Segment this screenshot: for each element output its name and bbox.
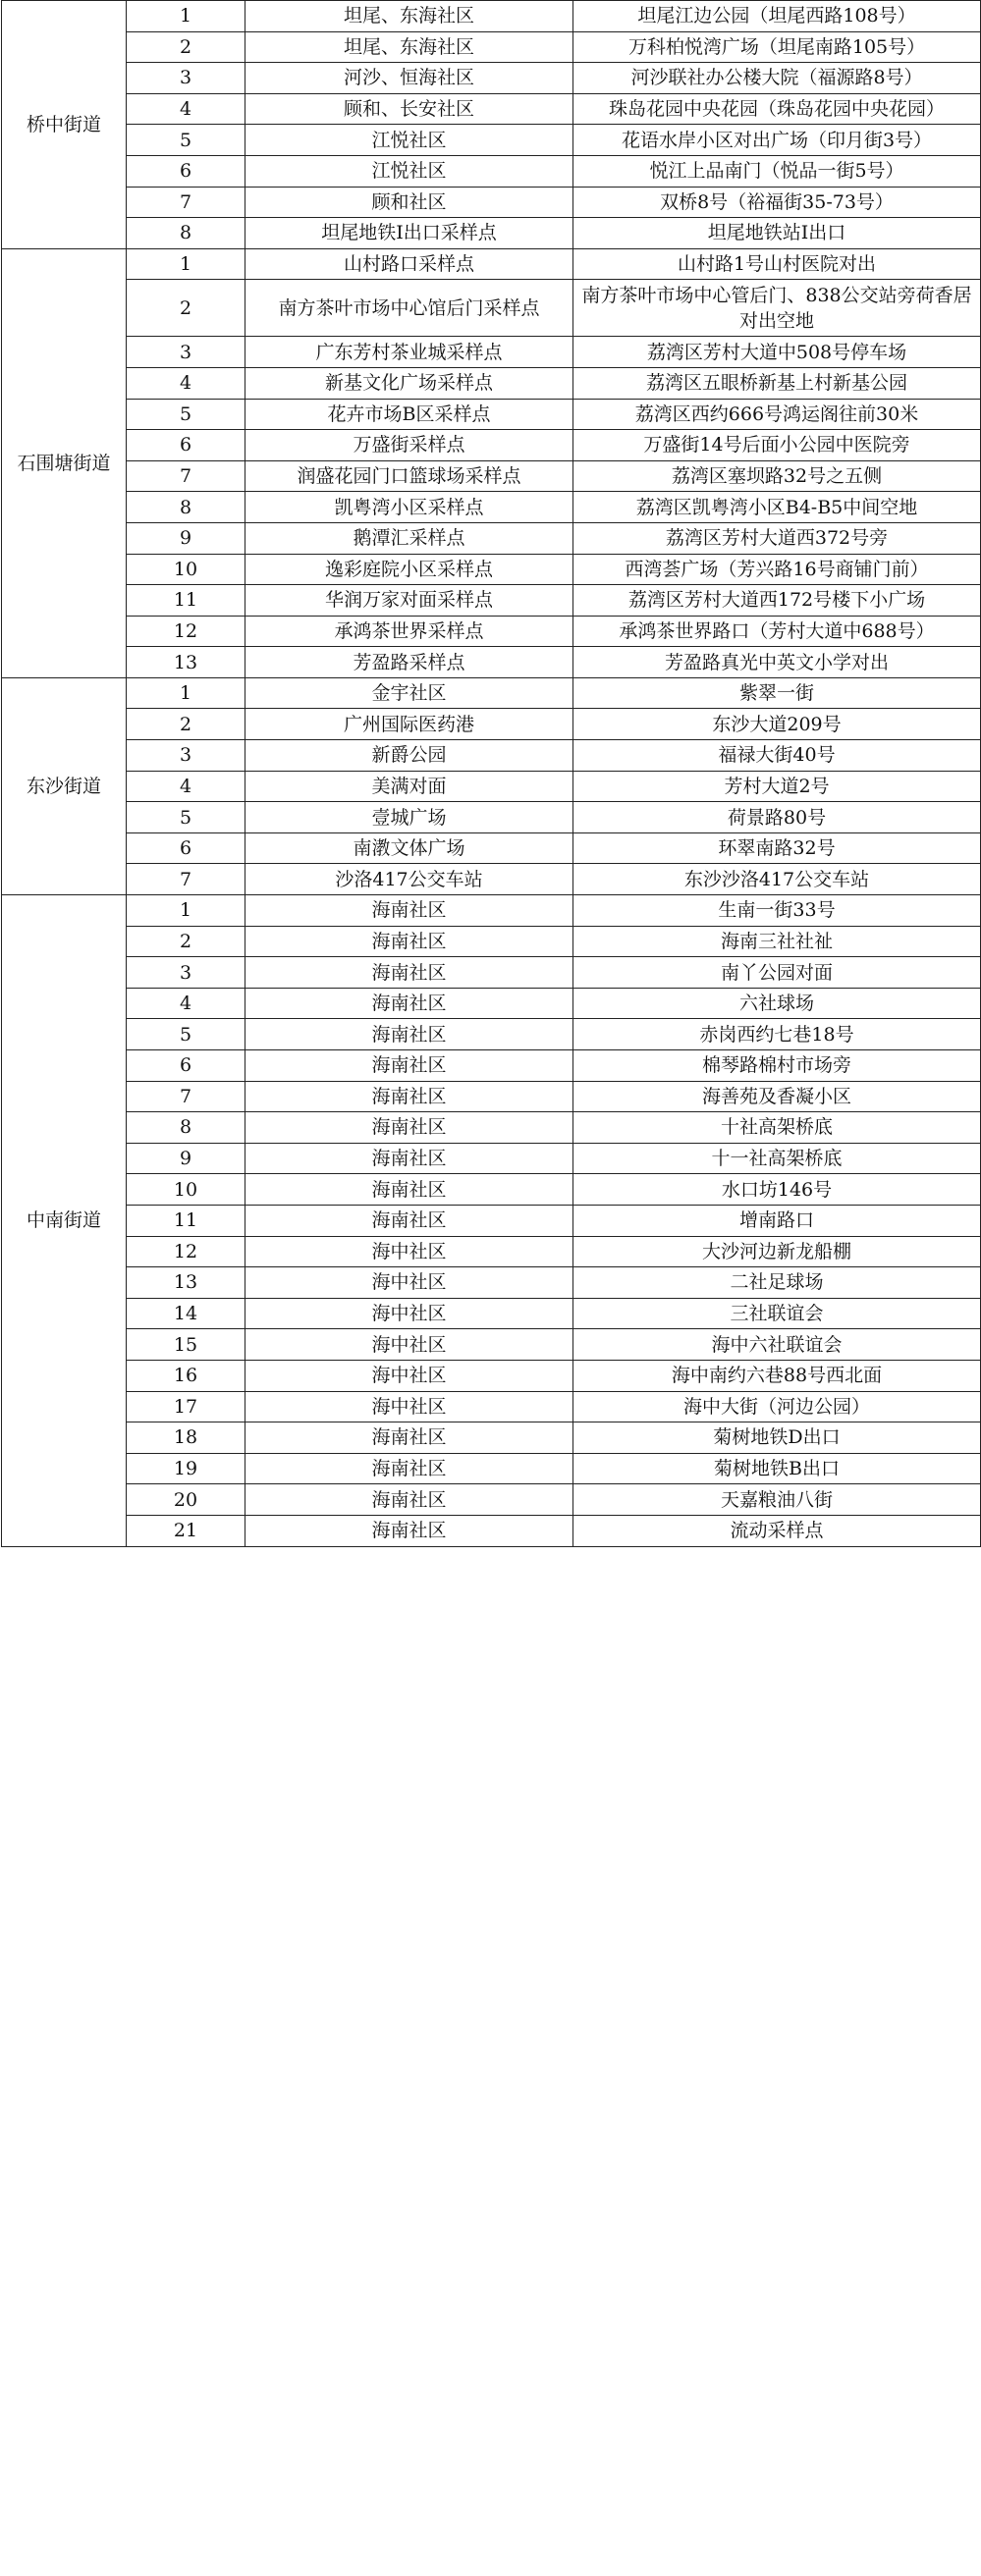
community-cell: 凯粤湾小区采样点 <box>245 492 573 523</box>
table-row <box>2 1391 981 1422</box>
table-row <box>2 1453 981 1484</box>
table-row <box>2 125 981 156</box>
community-cell: 海南社区 <box>245 926 573 957</box>
row-number-cell: 2 <box>127 31 245 63</box>
community-cell: 坦尾地铁I出口采样点 <box>245 218 573 249</box>
site-cell: 棉琴路棉村市场旁 <box>573 1050 981 1082</box>
table-row <box>2 93 981 125</box>
site-cell: 万盛街14号后面小公园中医院旁 <box>573 430 981 461</box>
row-number-cell: 7 <box>127 460 245 492</box>
community-cell: 坦尾、东海社区 <box>245 1 573 32</box>
row-number-cell: 3 <box>127 740 245 772</box>
row-number-cell: 19 <box>127 1453 245 1484</box>
site-cell: 珠岛花园中央花园（珠岛花园中央花园） <box>573 93 981 125</box>
community-cell: 承鸿茶世界采样点 <box>245 616 573 647</box>
site-cell: 菊树地铁B出口 <box>573 1453 981 1484</box>
table-row <box>2 337 981 368</box>
community-cell: 海南社区 <box>245 1081 573 1112</box>
table-row <box>2 709 981 740</box>
row-number-cell: 7 <box>127 1081 245 1112</box>
community-cell: 海南社区 <box>245 1019 573 1050</box>
site-cell: 二社足球场 <box>573 1267 981 1299</box>
row-number-cell: 12 <box>127 1236 245 1267</box>
community-cell: 海南社区 <box>245 988 573 1019</box>
community-cell: 海南社区 <box>245 1484 573 1516</box>
row-number-cell: 5 <box>127 802 245 833</box>
table-row <box>2 585 981 617</box>
table-row <box>2 1515 981 1546</box>
community-cell: 海中社区 <box>245 1391 573 1422</box>
street-name-cell: 桥中街道 <box>2 1 127 249</box>
community-cell: 逸彩庭院小区采样点 <box>245 554 573 585</box>
community-cell: 芳盈路采样点 <box>245 647 573 678</box>
site-cell: 东沙大道209号 <box>573 709 981 740</box>
table-row <box>2 1050 981 1082</box>
row-number-cell: 9 <box>127 1143 245 1174</box>
table-row <box>2 802 981 833</box>
table-row <box>2 957 981 989</box>
row-number-cell: 14 <box>127 1298 245 1329</box>
site-cell: 河沙联社办公楼大院（福源路8号） <box>573 63 981 94</box>
site-cell: 增南路口 <box>573 1205 981 1236</box>
table-row <box>2 554 981 585</box>
table-row <box>2 1019 981 1050</box>
table-row <box>2 1360 981 1391</box>
community-cell: 海中社区 <box>245 1298 573 1329</box>
table-row <box>2 367 981 399</box>
row-number-cell: 15 <box>127 1329 245 1361</box>
site-cell: 东沙沙洛417公交车站 <box>573 864 981 895</box>
table-row <box>2 771 981 802</box>
community-cell: 海中社区 <box>245 1267 573 1299</box>
table-row <box>2 248 981 280</box>
table-row <box>2 1422 981 1454</box>
site-cell: 山村路1号山村医院对出 <box>573 248 981 280</box>
community-cell: 壹城广场 <box>245 802 573 833</box>
row-number-cell: 3 <box>127 957 245 989</box>
community-cell: 润盛花园门口篮球场采样点 <box>245 460 573 492</box>
site-cell: 西湾荟广场（芳兴路16号商铺门前） <box>573 554 981 585</box>
row-number-cell: 18 <box>127 1422 245 1454</box>
table-row <box>2 63 981 94</box>
table-row <box>2 864 981 895</box>
row-number-cell: 17 <box>127 1391 245 1422</box>
community-cell: 沙洛417公交车站 <box>245 864 573 895</box>
street-name-cell: 中南街道 <box>2 895 127 1546</box>
table-row <box>2 740 981 772</box>
row-number-cell: 6 <box>127 1050 245 1082</box>
table-row <box>2 1298 981 1329</box>
row-number-cell: 2 <box>127 926 245 957</box>
row-number-cell: 9 <box>127 522 245 554</box>
community-cell: 海中社区 <box>245 1329 573 1361</box>
table-row <box>2 1236 981 1267</box>
row-number-cell: 1 <box>127 677 245 709</box>
community-cell: 顾和社区 <box>245 187 573 218</box>
community-cell: 花卉市场B区采样点 <box>245 399 573 430</box>
site-cell: 天嘉粮油八街 <box>573 1484 981 1516</box>
site-cell: 紫翠一街 <box>573 677 981 709</box>
row-number-cell: 1 <box>127 248 245 280</box>
community-cell: 鹅潭汇采样点 <box>245 522 573 554</box>
table-row <box>2 522 981 554</box>
site-cell: 十一社高架桥底 <box>573 1143 981 1174</box>
row-number-cell: 11 <box>127 1205 245 1236</box>
site-cell: 六社球场 <box>573 988 981 1019</box>
table-row <box>2 988 981 1019</box>
community-cell: 山村路口采样点 <box>245 248 573 280</box>
table-row <box>2 647 981 678</box>
site-cell: 坦尾江边公园（坦尾西路108号） <box>573 1 981 32</box>
table-row <box>2 895 981 927</box>
row-number-cell: 1 <box>127 1 245 32</box>
table-body <box>2 1 981 1547</box>
site-cell: 南方茶叶市场中心管后门、838公交站旁荷香居对出空地 <box>573 280 981 337</box>
table-row <box>2 460 981 492</box>
row-number-cell: 3 <box>127 63 245 94</box>
row-number-cell: 8 <box>127 218 245 249</box>
community-cell: 坦尾、东海社区 <box>245 31 573 63</box>
community-cell: 万盛街采样点 <box>245 430 573 461</box>
row-number-cell: 8 <box>127 492 245 523</box>
community-cell: 河沙、恒海社区 <box>245 63 573 94</box>
row-number-cell: 13 <box>127 1267 245 1299</box>
row-number-cell: 16 <box>127 1360 245 1391</box>
row-number-cell: 13 <box>127 647 245 678</box>
row-number-cell: 10 <box>127 1174 245 1206</box>
row-number-cell: 2 <box>127 280 245 337</box>
site-cell: 生南一街33号 <box>573 895 981 927</box>
row-number-cell: 4 <box>127 93 245 125</box>
row-number-cell: 1 <box>127 895 245 927</box>
site-cell: 福禄大街40号 <box>573 740 981 772</box>
table-row <box>2 1267 981 1299</box>
community-cell: 南漖文体广场 <box>245 832 573 864</box>
row-number-cell: 4 <box>127 771 245 802</box>
site-cell: 十社高架桥底 <box>573 1112 981 1144</box>
site-cell: 大沙河边新龙船棚 <box>573 1236 981 1267</box>
table-row <box>2 187 981 218</box>
table-row <box>2 1081 981 1112</box>
community-cell: 广东芳村茶业城采样点 <box>245 337 573 368</box>
site-cell: 海中大街（河边公园） <box>573 1391 981 1422</box>
table-row <box>2 1205 981 1236</box>
site-cell: 环翠南路32号 <box>573 832 981 864</box>
table-row <box>2 616 981 647</box>
community-cell: 海中社区 <box>245 1360 573 1391</box>
row-number-cell: 5 <box>127 1019 245 1050</box>
community-cell: 海南社区 <box>245 957 573 989</box>
table-row <box>2 155 981 187</box>
site-cell: 海南三社社祉 <box>573 926 981 957</box>
community-cell: 广州国际医药港 <box>245 709 573 740</box>
site-cell: 万科柏悦湾广场（坦尾南路105号） <box>573 31 981 63</box>
site-cell: 荔湾区芳村大道中508号停车场 <box>573 337 981 368</box>
community-cell: 海南社区 <box>245 895 573 927</box>
table-row <box>2 1 981 32</box>
site-cell: 海中南约六巷88号西北面 <box>573 1360 981 1391</box>
row-number-cell: 7 <box>127 864 245 895</box>
site-cell: 荔湾区芳村大道西372号旁 <box>573 522 981 554</box>
table-row <box>2 832 981 864</box>
community-cell: 顾和、长安社区 <box>245 93 573 125</box>
table-row <box>2 677 981 709</box>
table-row <box>2 430 981 461</box>
site-cell: 荔湾区凯粤湾小区B4-B5中间空地 <box>573 492 981 523</box>
community-cell: 海南社区 <box>245 1050 573 1082</box>
row-number-cell: 6 <box>127 832 245 864</box>
community-cell: 海南社区 <box>245 1174 573 1206</box>
community-cell: 江悦社区 <box>245 155 573 187</box>
community-cell: 华润万家对面采样点 <box>245 585 573 617</box>
row-number-cell: 12 <box>127 616 245 647</box>
table-row <box>2 218 981 249</box>
street-name-cell: 石围塘街道 <box>2 248 127 677</box>
site-cell: 荔湾区塞坝路32号之五侧 <box>573 460 981 492</box>
site-cell: 南丫公园对面 <box>573 957 981 989</box>
row-number-cell: 4 <box>127 988 245 1019</box>
street-name-cell: 东沙街道 <box>2 677 127 894</box>
row-number-cell: 4 <box>127 367 245 399</box>
table-row <box>2 1143 981 1174</box>
row-number-cell: 11 <box>127 585 245 617</box>
row-number-cell: 6 <box>127 430 245 461</box>
row-number-cell: 10 <box>127 554 245 585</box>
site-cell: 海善苑及香凝小区 <box>573 1081 981 1112</box>
community-cell: 海南社区 <box>245 1143 573 1174</box>
site-cell: 花语水岸小区对出广场（印月街3号） <box>573 125 981 156</box>
table-row <box>2 280 981 337</box>
site-cell: 荔湾区西约666号鸿运阁往前30米 <box>573 399 981 430</box>
site-cell: 双桥8号（裕福街35-73号） <box>573 187 981 218</box>
community-cell: 金宇社区 <box>245 677 573 709</box>
community-cell: 海南社区 <box>245 1453 573 1484</box>
community-cell: 海南社区 <box>245 1515 573 1546</box>
site-cell: 水口坊146号 <box>573 1174 981 1206</box>
row-number-cell: 7 <box>127 187 245 218</box>
community-cell: 海南社区 <box>245 1205 573 1236</box>
community-cell: 海南社区 <box>245 1112 573 1144</box>
site-cell: 流动采样点 <box>573 1515 981 1546</box>
row-number-cell: 6 <box>127 155 245 187</box>
row-number-cell: 5 <box>127 125 245 156</box>
row-number-cell: 21 <box>127 1515 245 1546</box>
community-cell: 新爵公园 <box>245 740 573 772</box>
site-cell: 荔湾区芳村大道西172号楼下小广场 <box>573 585 981 617</box>
community-cell: 海南社区 <box>245 1422 573 1454</box>
community-cell: 美满对面 <box>245 771 573 802</box>
row-number-cell: 20 <box>127 1484 245 1516</box>
table-row <box>2 492 981 523</box>
table-row <box>2 1484 981 1516</box>
sampling-sites-table <box>1 0 981 1547</box>
site-cell: 芳村大道2号 <box>573 771 981 802</box>
site-cell: 荷景路80号 <box>573 802 981 833</box>
table-row <box>2 1174 981 1206</box>
row-number-cell: 8 <box>127 1112 245 1144</box>
community-cell: 新基文化广场采样点 <box>245 367 573 399</box>
row-number-cell: 2 <box>127 709 245 740</box>
site-cell: 海中六社联谊会 <box>573 1329 981 1361</box>
row-number-cell: 3 <box>127 337 245 368</box>
community-cell: 海中社区 <box>245 1236 573 1267</box>
table-row <box>2 31 981 63</box>
site-cell: 承鸿茶世界路口（芳村大道中688号） <box>573 616 981 647</box>
site-cell: 菊树地铁D出口 <box>573 1422 981 1454</box>
community-cell: 南方茶叶市场中心馆后门采样点 <box>245 280 573 337</box>
site-cell: 三社联谊会 <box>573 1298 981 1329</box>
site-cell: 坦尾地铁站I出口 <box>573 218 981 249</box>
site-cell: 荔湾区五眼桥新基上村新基公园 <box>573 367 981 399</box>
community-cell: 江悦社区 <box>245 125 573 156</box>
site-cell: 悦江上品南门（悦品一街5号） <box>573 155 981 187</box>
site-cell: 芳盈路真光中英文小学对出 <box>573 647 981 678</box>
table-row <box>2 1329 981 1361</box>
table-row <box>2 926 981 957</box>
table-row <box>2 399 981 430</box>
row-number-cell: 5 <box>127 399 245 430</box>
site-cell: 赤岗西约七巷18号 <box>573 1019 981 1050</box>
table-row <box>2 1112 981 1144</box>
